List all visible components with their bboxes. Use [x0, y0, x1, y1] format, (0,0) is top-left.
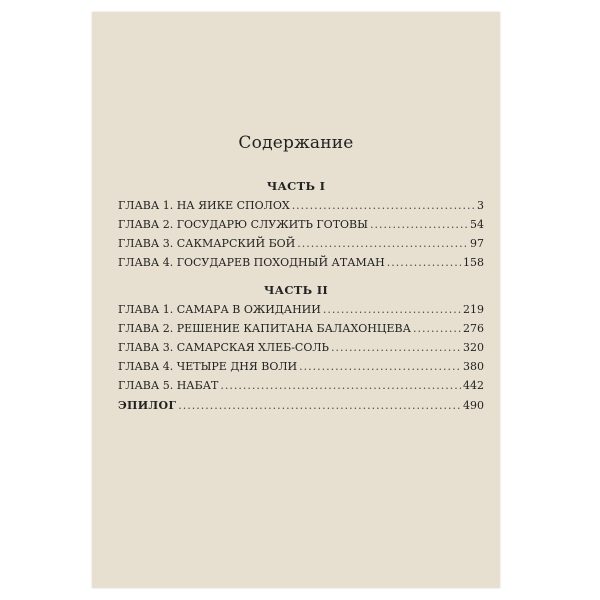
dot-leader	[299, 360, 461, 373]
toc-entry	[118, 237, 484, 256]
page-number: 219	[463, 303, 484, 316]
dot-leader	[220, 379, 461, 392]
chapter-title: ГЛАВА 4. ЧЕТЫРЕ ДНЯ ВОЛИ	[118, 360, 298, 373]
dot-leader	[323, 303, 461, 316]
toc-entry	[118, 303, 484, 322]
dot-leader	[370, 218, 468, 231]
toc-entry	[118, 199, 484, 218]
toc-entry	[118, 256, 484, 275]
toc-entry-epilog	[118, 399, 484, 418]
page-number: 442	[463, 379, 484, 392]
toc-list-epilog	[118, 399, 484, 418]
chapter-title: ГЛАВА 3. САМАРСКАЯ ХЛЕБ-СОЛЬ	[118, 341, 329, 354]
toc-entry	[118, 379, 484, 398]
page-number: 380	[463, 360, 484, 373]
dot-leader	[331, 341, 461, 354]
dot-leader	[297, 237, 468, 250]
page-number: 158	[463, 256, 484, 269]
dot-leader	[387, 256, 461, 269]
page-number: 54	[470, 218, 484, 231]
toc-entry	[118, 322, 484, 341]
page-number: 490	[463, 399, 484, 412]
page-title: Содержание	[238, 133, 354, 153]
page-number: 276	[463, 322, 484, 335]
toc-entry	[118, 218, 484, 237]
toc-entry	[118, 360, 484, 379]
page-number: 3	[477, 199, 484, 212]
epilog-title: ЭПИЛОГ	[118, 399, 177, 412]
page-number: 320	[463, 341, 484, 354]
chapter-title: ГЛАВА 4. ГОСУДАРЕВ ПОХОДНЫЙ АТАМАН	[118, 256, 385, 269]
toc-entry	[118, 341, 484, 360]
toc-list-part-1	[118, 199, 484, 275]
dot-leader	[413, 322, 461, 335]
page-number: 97	[470, 237, 484, 250]
dot-leader	[292, 199, 475, 212]
chapter-title: ГЛАВА 2. ГОСУДАРЮ СЛУЖИТЬ ГОТОВЫ	[118, 218, 368, 231]
chapter-title: ГЛАВА 3. САКМАРСКИЙ БОЙ	[118, 237, 296, 250]
toc-list-part-2	[118, 303, 484, 398]
dot-leader	[178, 399, 461, 412]
chapter-title: ГЛАВА 1. САМАРА В ОЖИДАНИИ	[118, 303, 321, 316]
chapter-title: ГЛАВА 2. РЕШЕНИЕ КАПИТАНА БАЛАХОНЦЕВА	[118, 322, 411, 335]
part-heading: ЧАСТЬ I	[266, 179, 326, 193]
chapter-title: ГЛАВА 5. НАБАТ	[118, 379, 219, 392]
book-page	[92, 12, 500, 588]
chapter-title: ГЛАВА 1. НА ЯИКЕ СПОЛОХ	[118, 199, 290, 212]
part-heading: ЧАСТЬ II	[263, 283, 329, 297]
